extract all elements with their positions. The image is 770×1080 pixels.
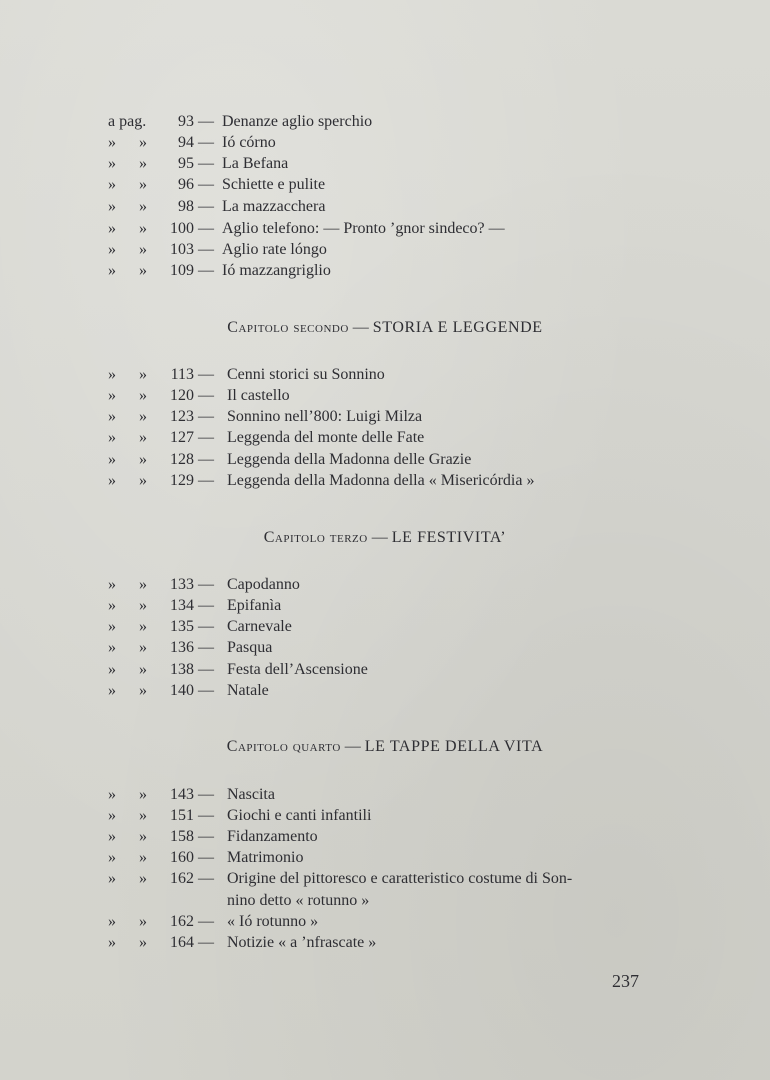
ditto-mark: » (108, 849, 116, 866)
entry-title: Ió mazzangriglio (222, 262, 331, 279)
page-number-ref: 138 (170, 661, 194, 678)
ditto-mark: » (108, 661, 116, 678)
ditto-mark: » (108, 408, 116, 425)
entry-title: Leggenda del monte delle Fate (227, 429, 425, 446)
chapter-label: Capitolo secondo (227, 319, 349, 336)
em-dash: — (198, 786, 214, 803)
ditto-mark: » (139, 134, 147, 151)
ditto-mark: » (108, 176, 116, 193)
em-dash: — (198, 241, 214, 258)
page-number-ref: 95 (178, 155, 194, 172)
page-number-ref: 134 (170, 597, 194, 614)
em-dash: — (198, 408, 214, 425)
page-number-ref: 140 (170, 682, 194, 699)
page-number-ref: 123 (170, 408, 194, 425)
ditto-mark: » (108, 682, 116, 699)
page-number-ref: 94 (178, 134, 194, 151)
ditto-mark: » (139, 220, 147, 237)
entry-title: Il castello (227, 387, 290, 404)
em-dash: — (198, 198, 214, 215)
ditto-mark: » (139, 576, 147, 593)
entry-title: Origine del pittoresco e caratteristico costume di Son- (227, 870, 573, 887)
em-dash: — (198, 576, 214, 593)
page-number-ref: 135 (170, 618, 194, 635)
ditto-mark: » (108, 366, 116, 383)
entry-title: Denanze aglio sperchio (222, 113, 373, 130)
ditto-mark: » (108, 198, 116, 215)
ditto-mark: » (108, 241, 116, 258)
em-dash: — (198, 661, 214, 678)
page-number-ref: 109 (170, 262, 194, 279)
em-dash: — (198, 849, 214, 866)
entry-title: Cenni storici su Sonnino (227, 366, 385, 383)
page-number-ref: 164 (170, 934, 194, 951)
entry-title: Leggenda della Madonna delle Grazie (227, 451, 472, 468)
page-number-ref: 133 (170, 576, 194, 593)
page-number-ref: 100 (170, 220, 194, 237)
ditto-mark: » (139, 849, 147, 866)
em-dash: — (344, 738, 361, 755)
page-number-ref: 103 (170, 241, 194, 258)
em-dash: — (198, 113, 214, 130)
ditto-mark: » (139, 262, 147, 279)
ditto-mark: » (108, 597, 116, 614)
ditto-mark: » (139, 155, 147, 172)
ditto-mark: » (139, 429, 147, 446)
page-number: 237 (612, 971, 639, 991)
ditto-mark: » (139, 198, 147, 215)
ditto-mark: » (139, 934, 147, 951)
ditto-mark: » (139, 241, 147, 258)
ditto-mark: » (108, 913, 116, 930)
ditto-mark: » (108, 870, 116, 887)
entry-title: Carnevale (227, 618, 292, 635)
page-number-ref: 143 (170, 786, 194, 803)
ditto-mark: » (139, 913, 147, 930)
entry-title: Nascita (227, 786, 275, 803)
em-dash: — (198, 429, 214, 446)
entry-title: Pasqua (227, 639, 273, 656)
page-number-ref: 113 (170, 366, 194, 383)
entry-title: Notizie « a ’nfrascate » (227, 934, 377, 951)
chapter-title: STORIA E LEGGENDE (372, 319, 543, 336)
em-dash: — (198, 451, 214, 468)
em-dash: — (198, 682, 214, 699)
ditto-mark: » (108, 451, 116, 468)
page-number-ref: 96 (178, 176, 194, 193)
em-dash: — (198, 387, 214, 404)
ditto-mark: » (139, 451, 147, 468)
ditto-mark: » (139, 176, 147, 193)
page-prefix: a pag. (108, 113, 147, 130)
em-dash: — (198, 618, 214, 635)
ditto-mark: » (108, 472, 116, 489)
page-number-ref: 158 (170, 828, 194, 845)
chapter-heading (0, 317, 770, 339)
page-number-ref: 93 (178, 113, 194, 130)
page-number-ref: 160 (170, 849, 194, 866)
ditto-mark: » (108, 807, 116, 824)
entry-title: Aglio rate lóngo (222, 241, 327, 258)
page-number-ref: 151 (170, 807, 194, 824)
entry-title: Epifanìa (227, 597, 282, 614)
ditto-mark: » (108, 387, 116, 404)
em-dash: — (198, 155, 214, 172)
ditto-mark: » (139, 366, 147, 383)
entry-title: Capodanno (227, 576, 300, 593)
em-dash: — (198, 828, 214, 845)
entry-title: Fidanzamento (227, 828, 318, 845)
ditto-mark: » (108, 155, 116, 172)
entry-title-continuation: nino detto « rotunno » (227, 892, 370, 909)
ditto-mark: » (108, 786, 116, 803)
page-number-ref: 120 (170, 387, 194, 404)
page-number-ref: 98 (178, 198, 194, 215)
entry-title: Aglio telefono: — Pronto ’gnor sindeco? — (222, 220, 505, 237)
entry-title: Schiette e pulite (222, 176, 326, 193)
ditto-mark: » (139, 807, 147, 824)
entry-title: Festa dell’Ascensione (227, 661, 368, 678)
ditto-mark: » (139, 828, 147, 845)
ditto-mark: » (139, 870, 147, 887)
ditto-mark: » (108, 220, 116, 237)
ditto-mark: » (139, 472, 147, 489)
ditto-mark: » (108, 934, 116, 951)
page-number-ref: 127 (170, 429, 194, 446)
ditto-mark: » (108, 429, 116, 446)
ditto-mark: » (139, 682, 147, 699)
ditto-mark: » (139, 786, 147, 803)
em-dash: — (198, 220, 214, 237)
em-dash: — (198, 134, 214, 151)
entry-title: Giochi e canti infantili (227, 807, 372, 824)
chapter-heading (0, 527, 770, 549)
entry-title: Natale (227, 682, 269, 699)
entry-title: La mazzacchera (222, 198, 326, 215)
ditto-mark: » (108, 828, 116, 845)
em-dash: — (198, 934, 214, 951)
em-dash: — (198, 262, 214, 279)
page-number-ref: 136 (170, 639, 194, 656)
chapter-heading (0, 736, 770, 758)
entry-title: Ió córno (222, 134, 276, 151)
ditto-mark: » (139, 661, 147, 678)
chapter-label: Capitolo terzo (263, 529, 368, 546)
ditto-mark: » (139, 387, 147, 404)
entry-title: Matrimonio (227, 849, 304, 866)
page-number-ref: 128 (170, 451, 194, 468)
chapter-title: LE TAPPE DELLA VITA (364, 738, 544, 755)
em-dash: — (198, 870, 214, 887)
em-dash: — (352, 319, 369, 336)
ditto-mark: » (139, 597, 147, 614)
em-dash: — (198, 807, 214, 824)
ditto-mark: » (108, 262, 116, 279)
em-dash: — (371, 529, 388, 546)
chapter-title: LE FESTIVITA’ (391, 529, 507, 546)
ditto-mark: » (108, 576, 116, 593)
page-number-ref: 129 (170, 472, 194, 489)
page-number-ref: 162 (170, 913, 194, 930)
page-number-ref: 162 (170, 870, 194, 887)
em-dash: — (198, 639, 214, 656)
ditto-mark: » (108, 618, 116, 635)
ditto-mark: » (108, 639, 116, 656)
ditto-mark: » (139, 639, 147, 656)
em-dash: — (198, 472, 214, 489)
em-dash: — (198, 366, 214, 383)
em-dash: — (198, 176, 214, 193)
em-dash: — (198, 913, 214, 930)
ditto-mark: » (108, 134, 116, 151)
chapter-label: Capitolo quarto (226, 738, 341, 755)
em-dash: — (198, 597, 214, 614)
entry-title: « Ió rotunno » (227, 913, 319, 930)
entry-title: Sonnino nell’800: Luigi Milza (227, 408, 423, 425)
entry-title: Leggenda della Madonna della « Misericórdia » (227, 472, 535, 489)
ditto-mark: » (139, 618, 147, 635)
entry-title: La Befana (222, 155, 289, 172)
ditto-mark: » (139, 408, 147, 425)
